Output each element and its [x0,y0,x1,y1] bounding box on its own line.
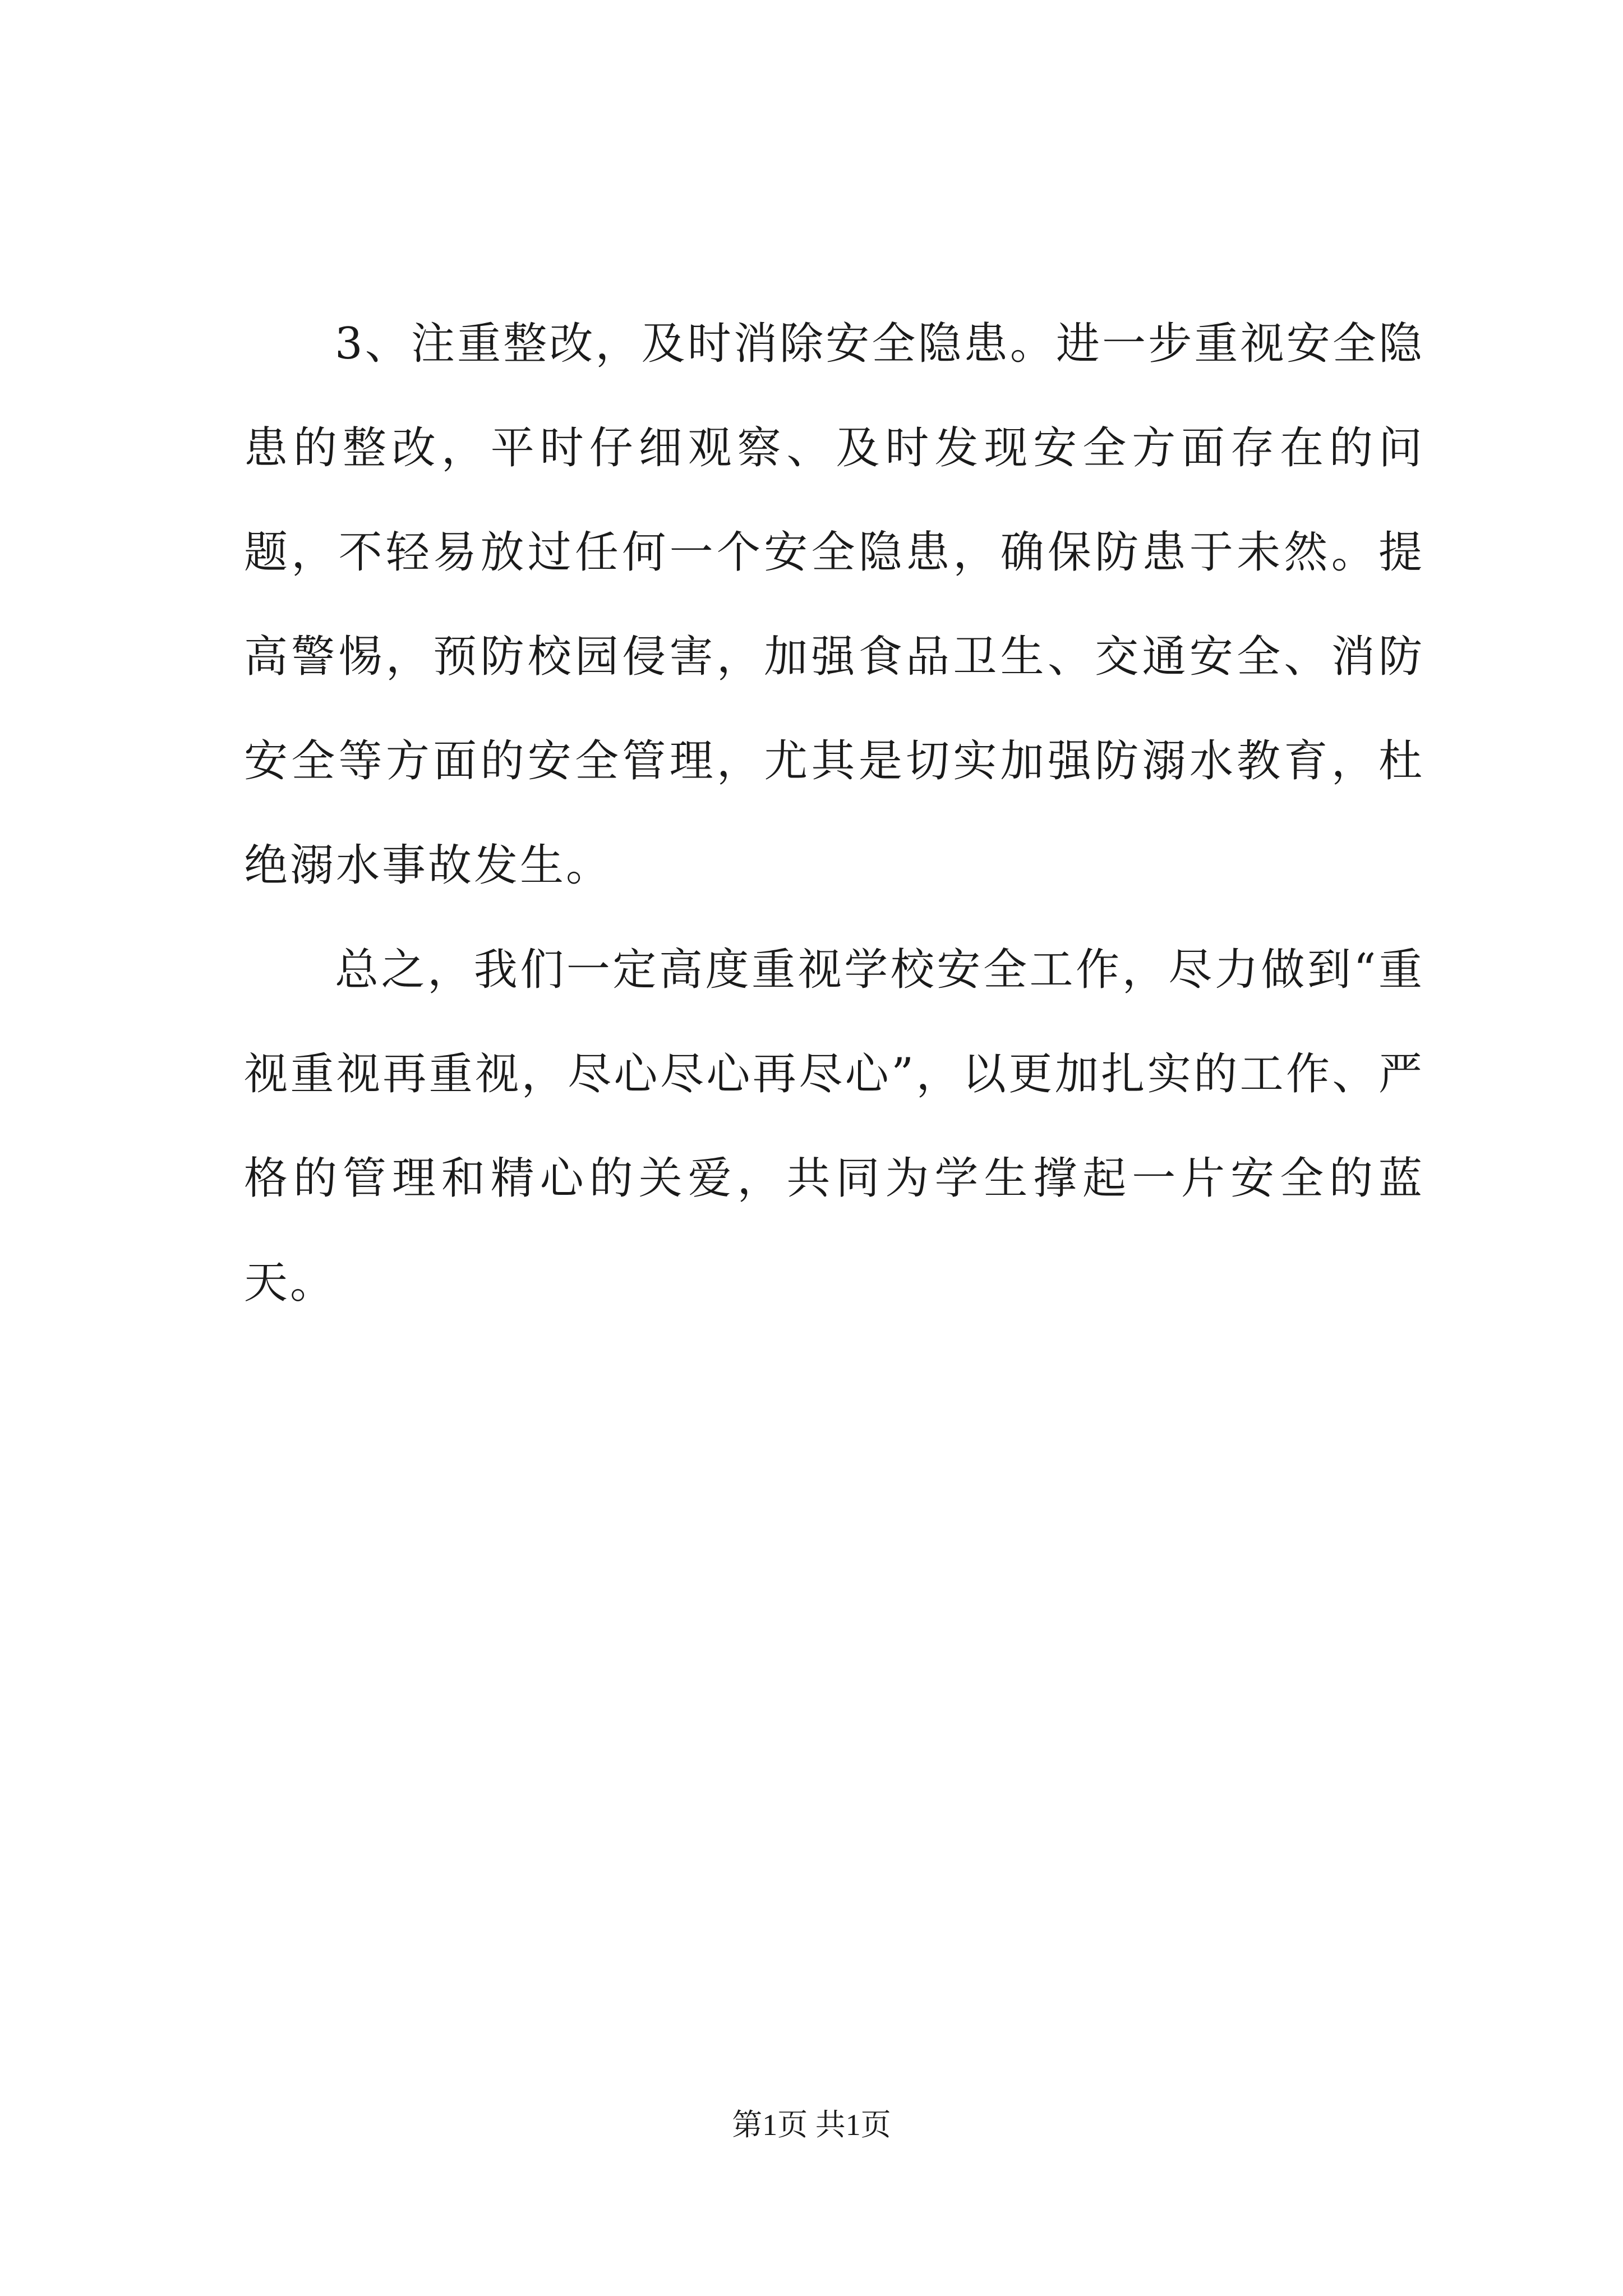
document-body [244,292,1424,1335]
page-footer: 第1页 共1页 [732,2108,891,2142]
paragraph-conclusion: 总之，我们一定高度重视学校安全工作，尽力做到“重视重视再重视，尽心尽心再尽心”，以更加扎实的工作、严格的管理和精心的关爱，共同为学生撑起一片安全的蓝天。 [244,945,1424,1308]
paragraph-rectification: 3、注重整改，及时消除安全隐患。进一步重视安全隐患的整改，平时仔细观察、及时发现安全方面存在的问题，不轻易放过任何一个安全隐患，确保防患于未然。提高警惕，预防校园侵害，加强食品卫生、交通安全、消防安全等方面的安全管理，尤其是切实加强防溺水教育，杜绝溺水事故发生。 [244,319,1424,891]
